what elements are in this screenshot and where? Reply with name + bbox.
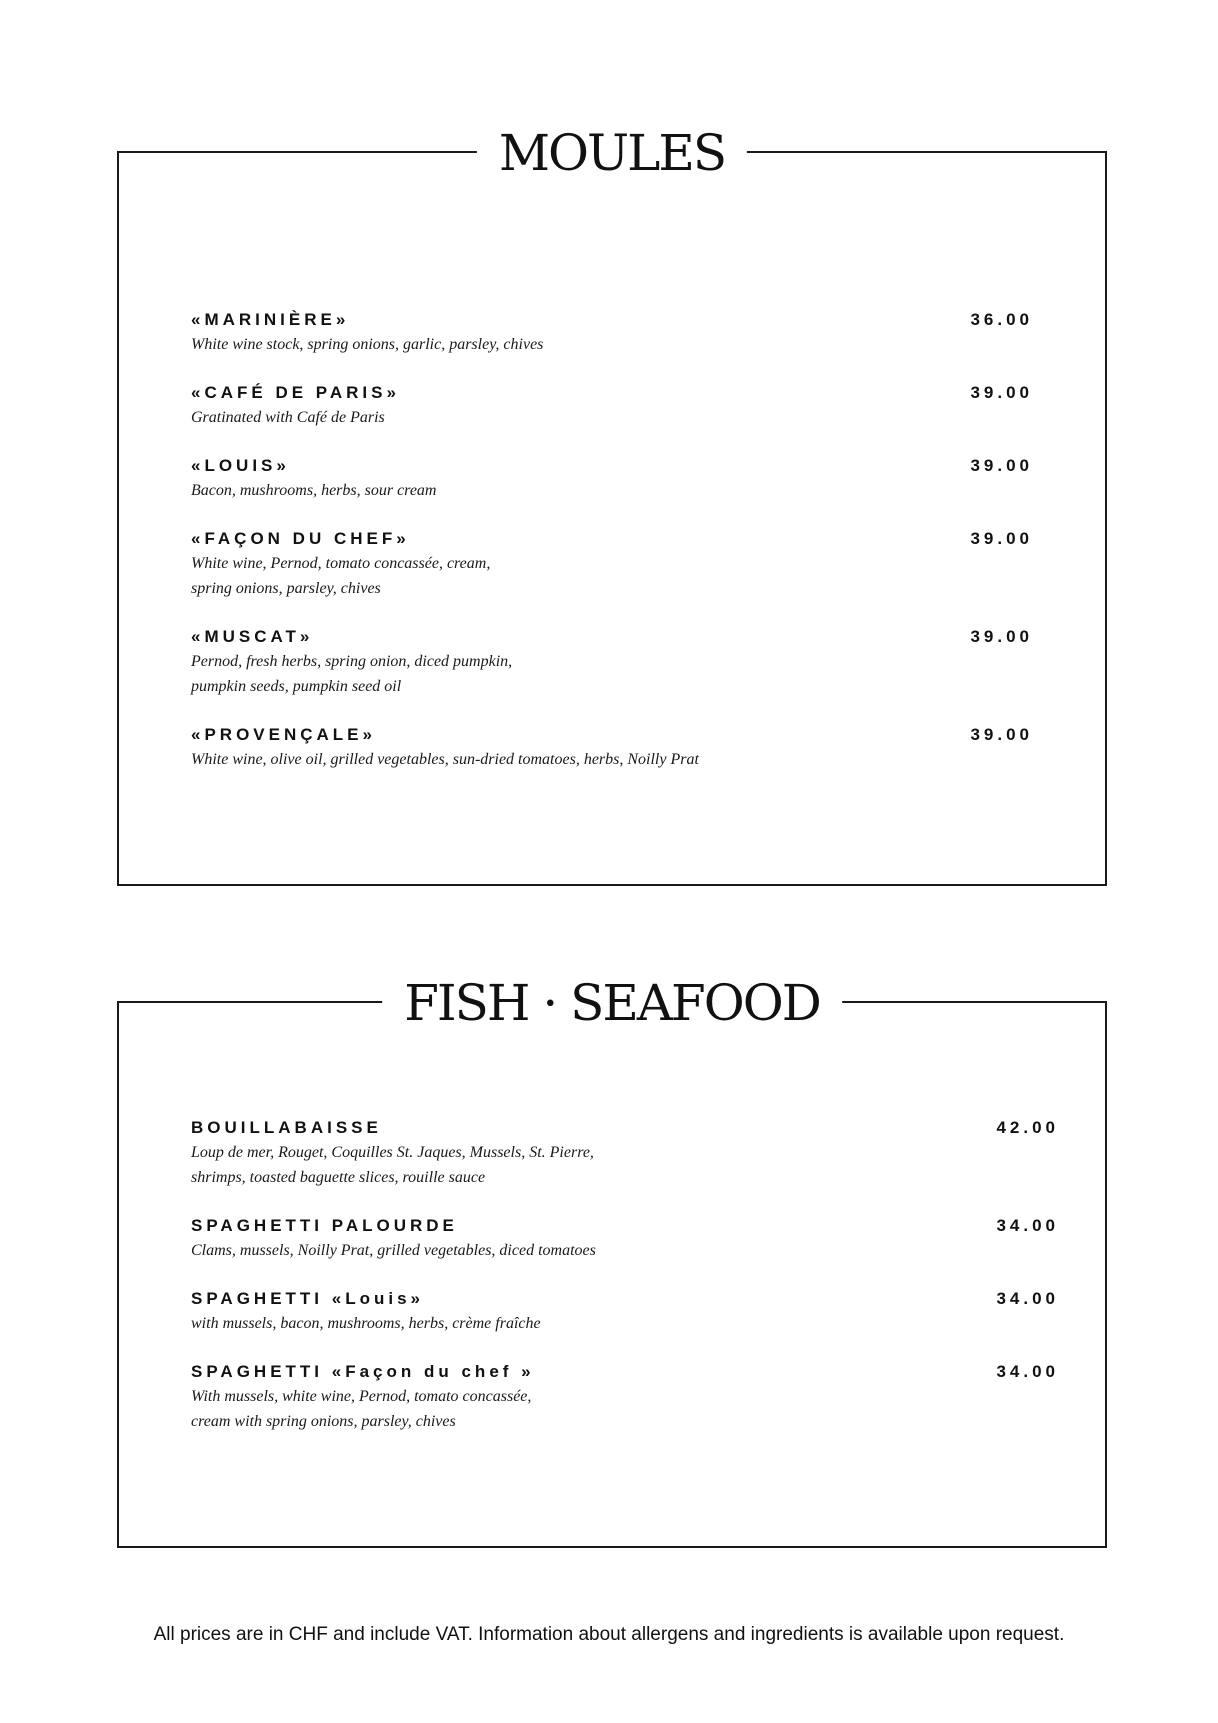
section-title: FISH · SEAFOOD <box>382 967 842 1039</box>
item-name: SPAGHETTI PALOURDE <box>191 1216 458 1235</box>
item-price: 34.00 <box>996 1362 1059 1381</box>
item-name: «PROVENÇALE» <box>191 725 376 744</box>
item-price: 39.00 <box>970 725 1033 744</box>
item-price: 39.00 <box>970 456 1033 475</box>
item-description: White wine, Pernod, tomato concassée, cream, spring onions, parsley, chives <box>191 555 491 597</box>
item-name: «MUSCAT» <box>191 627 314 646</box>
menu-items <box>191 308 1033 796</box>
item-price: 36.00 <box>970 310 1033 329</box>
item-description: With mussels, white wine, Pernod, tomato concassée, cream with spring onions, parsley, chives <box>191 1388 532 1430</box>
item-description: White wine stock, spring onions, garlic, parsley, chives <box>191 336 544 353</box>
menu-item <box>191 1214 1059 1263</box>
item-name: «LOUIS» <box>191 456 290 475</box>
item-price: 39.00 <box>970 627 1033 646</box>
item-name: BOUILLABAISSE <box>191 1118 382 1137</box>
moules-section <box>117 124 1107 886</box>
item-description: Loup de mer, Rouget, Coquilles St. Jaques, Mussels, St. Pierre, shrimps, toasted baguette slices, rouille sauce <box>191 1144 594 1186</box>
menu-item <box>191 723 1033 772</box>
item-price: 42.00 <box>996 1118 1059 1137</box>
menu-item <box>191 1116 1059 1190</box>
menu-item <box>191 527 1033 601</box>
item-price: 34.00 <box>996 1289 1059 1308</box>
item-name: «FAÇON DU CHEF» <box>191 529 410 548</box>
item-name: SPAGHETTI «Façon du chef » <box>191 1362 535 1381</box>
section-title: MOULES <box>477 117 747 189</box>
item-description: Clams, mussels, Noilly Prat, grilled vegetables, diced tomatoes <box>191 1242 596 1259</box>
item-price: 39.00 <box>970 383 1033 402</box>
menu-items <box>191 1116 1059 1458</box>
menu-item <box>191 1287 1059 1336</box>
item-description: Gratinated with Café de Paris <box>191 409 385 426</box>
item-name: SPAGHETTI «Louis» <box>191 1289 424 1308</box>
menu-item <box>191 1360 1059 1434</box>
item-description: Bacon, mushrooms, herbs, sour cream <box>191 482 437 499</box>
menu-item <box>191 454 1033 503</box>
item-description: White wine, olive oil, grilled vegetables, sun-dried tomatoes, herbs, Noilly Prat <box>191 751 699 768</box>
menu-item <box>191 308 1033 357</box>
fish-seafood-section <box>117 974 1107 1548</box>
menu-item <box>191 381 1033 430</box>
item-name: «CAFÉ DE PARIS» <box>191 383 400 402</box>
item-description: with mussels, bacon, mushrooms, herbs, crème fraîche <box>191 1315 541 1332</box>
item-description: Pernod, fresh herbs, spring onion, diced pumpkin, pumpkin seeds, pumpkin seed oil <box>191 653 513 695</box>
item-price: 34.00 <box>996 1216 1059 1235</box>
item-name: «MARINIÈRE» <box>191 310 350 329</box>
footer-note: All prices are in CHF and include VAT. Information about allergens and ingredients is available upon request. <box>153 1624 1065 1645</box>
menu-item <box>191 625 1033 699</box>
item-price: 39.00 <box>970 529 1033 548</box>
